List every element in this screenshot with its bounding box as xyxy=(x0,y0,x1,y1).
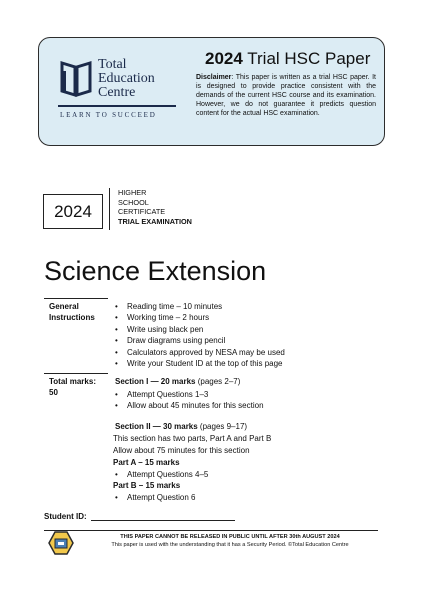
marks-rule xyxy=(44,373,108,374)
subject-title: Science Extension xyxy=(44,256,267,286)
list-item: • Reading time – 10 minutes xyxy=(113,301,285,312)
logo-tagline: LEARN TO SUCCEED xyxy=(60,111,157,119)
disclaimer-text: : This paper is written as a trial HSC paper. It is designed to provide practice consistent with the demands of the current HSC course and its examination. However, we do not guarantee it predicts question content for the actual HSC examination. xyxy=(196,74,376,117)
instructions-rule xyxy=(44,298,108,299)
section1-list xyxy=(113,389,264,412)
student-id-field[interactable] xyxy=(91,520,235,521)
cert-line-school: SCHOOL xyxy=(118,197,149,207)
partA-heading xyxy=(113,457,180,468)
partA-heading-bold: Part A – 15 marks xyxy=(113,458,180,467)
partB-list xyxy=(113,492,195,503)
security-period-notice: This paper is used with the understanding that it has a Security Period. ©Total Education Centre xyxy=(111,542,349,548)
certificate-lines xyxy=(118,188,192,226)
list-item: • Attempt Questions 1–3 xyxy=(113,389,264,400)
list-item: • Attempt Questions 4–5 xyxy=(113,469,208,480)
list-item: • Draw diagrams using pencil xyxy=(113,335,285,346)
general-label-line1: General xyxy=(49,302,79,311)
section1-heading xyxy=(115,376,240,387)
disclaimer xyxy=(196,73,376,118)
section2-heading xyxy=(115,421,247,432)
student-id-label: Student ID: xyxy=(44,512,87,521)
cert-line-higher: HIGHER xyxy=(118,188,147,197)
list-item: • Write using black pen xyxy=(113,324,285,335)
disclaimer-label: Disclaimer xyxy=(196,74,232,81)
trial-label: Trial HSC Paper xyxy=(247,49,371,68)
total-marks-line2: 50 xyxy=(49,388,58,397)
cert-line-certificate: CERTIFICATE xyxy=(118,207,166,216)
total-marks-label xyxy=(49,376,96,398)
cert-line-exam-type: TRIAL EXAMINATION xyxy=(118,216,192,226)
security-badge-icon xyxy=(48,531,74,555)
footer-rule xyxy=(44,530,378,531)
total-education-centre-logo xyxy=(58,55,178,135)
general-instructions-list xyxy=(113,301,285,369)
list-item: • Write your Student ID at the top of this page xyxy=(113,358,285,369)
logo-text-education: Education xyxy=(98,71,155,86)
logo-divider xyxy=(58,105,176,107)
year-divider xyxy=(109,188,110,230)
trial-year: 2024 xyxy=(205,49,243,68)
list-item: • Calculators approved by NESA may be used xyxy=(113,347,285,358)
general-label-line2: Instructions xyxy=(49,313,95,322)
section2-heading-bold: Section II — 30 marks xyxy=(115,422,198,431)
partA-list xyxy=(113,469,208,480)
partB-heading-bold: Part B – 15 marks xyxy=(113,481,181,490)
logo-text-total: Total xyxy=(98,57,127,72)
section1-pages: (pages 2–7) xyxy=(195,377,241,386)
list-item: • Attempt Question 6 xyxy=(113,492,195,503)
list-item: • Allow about 45 minutes for this section xyxy=(113,400,264,411)
section2-line1: This section has two parts, Part A and Part B xyxy=(113,434,272,443)
release-notice: THIS PAPER CANNOT BE RELEASED IN PUBLIC UNTIL AFTER 30th AUGUST 2024 xyxy=(120,534,340,540)
section1-heading-bold: Section I — 20 marks xyxy=(115,377,196,386)
trial-paper-title xyxy=(205,49,370,69)
book-logo-icon xyxy=(58,59,94,99)
partB-heading xyxy=(113,480,180,491)
section2-line2: Allow about 75 minutes for this section xyxy=(113,446,250,455)
section2-pages: (pages 9–17) xyxy=(197,422,248,431)
general-instructions-label xyxy=(49,301,95,323)
year-box: 2024 xyxy=(43,194,103,229)
total-marks-line1: Total marks: xyxy=(49,377,96,386)
list-item: • Working time – 2 hours xyxy=(113,312,285,323)
logo-text-centre: Centre xyxy=(98,85,136,100)
